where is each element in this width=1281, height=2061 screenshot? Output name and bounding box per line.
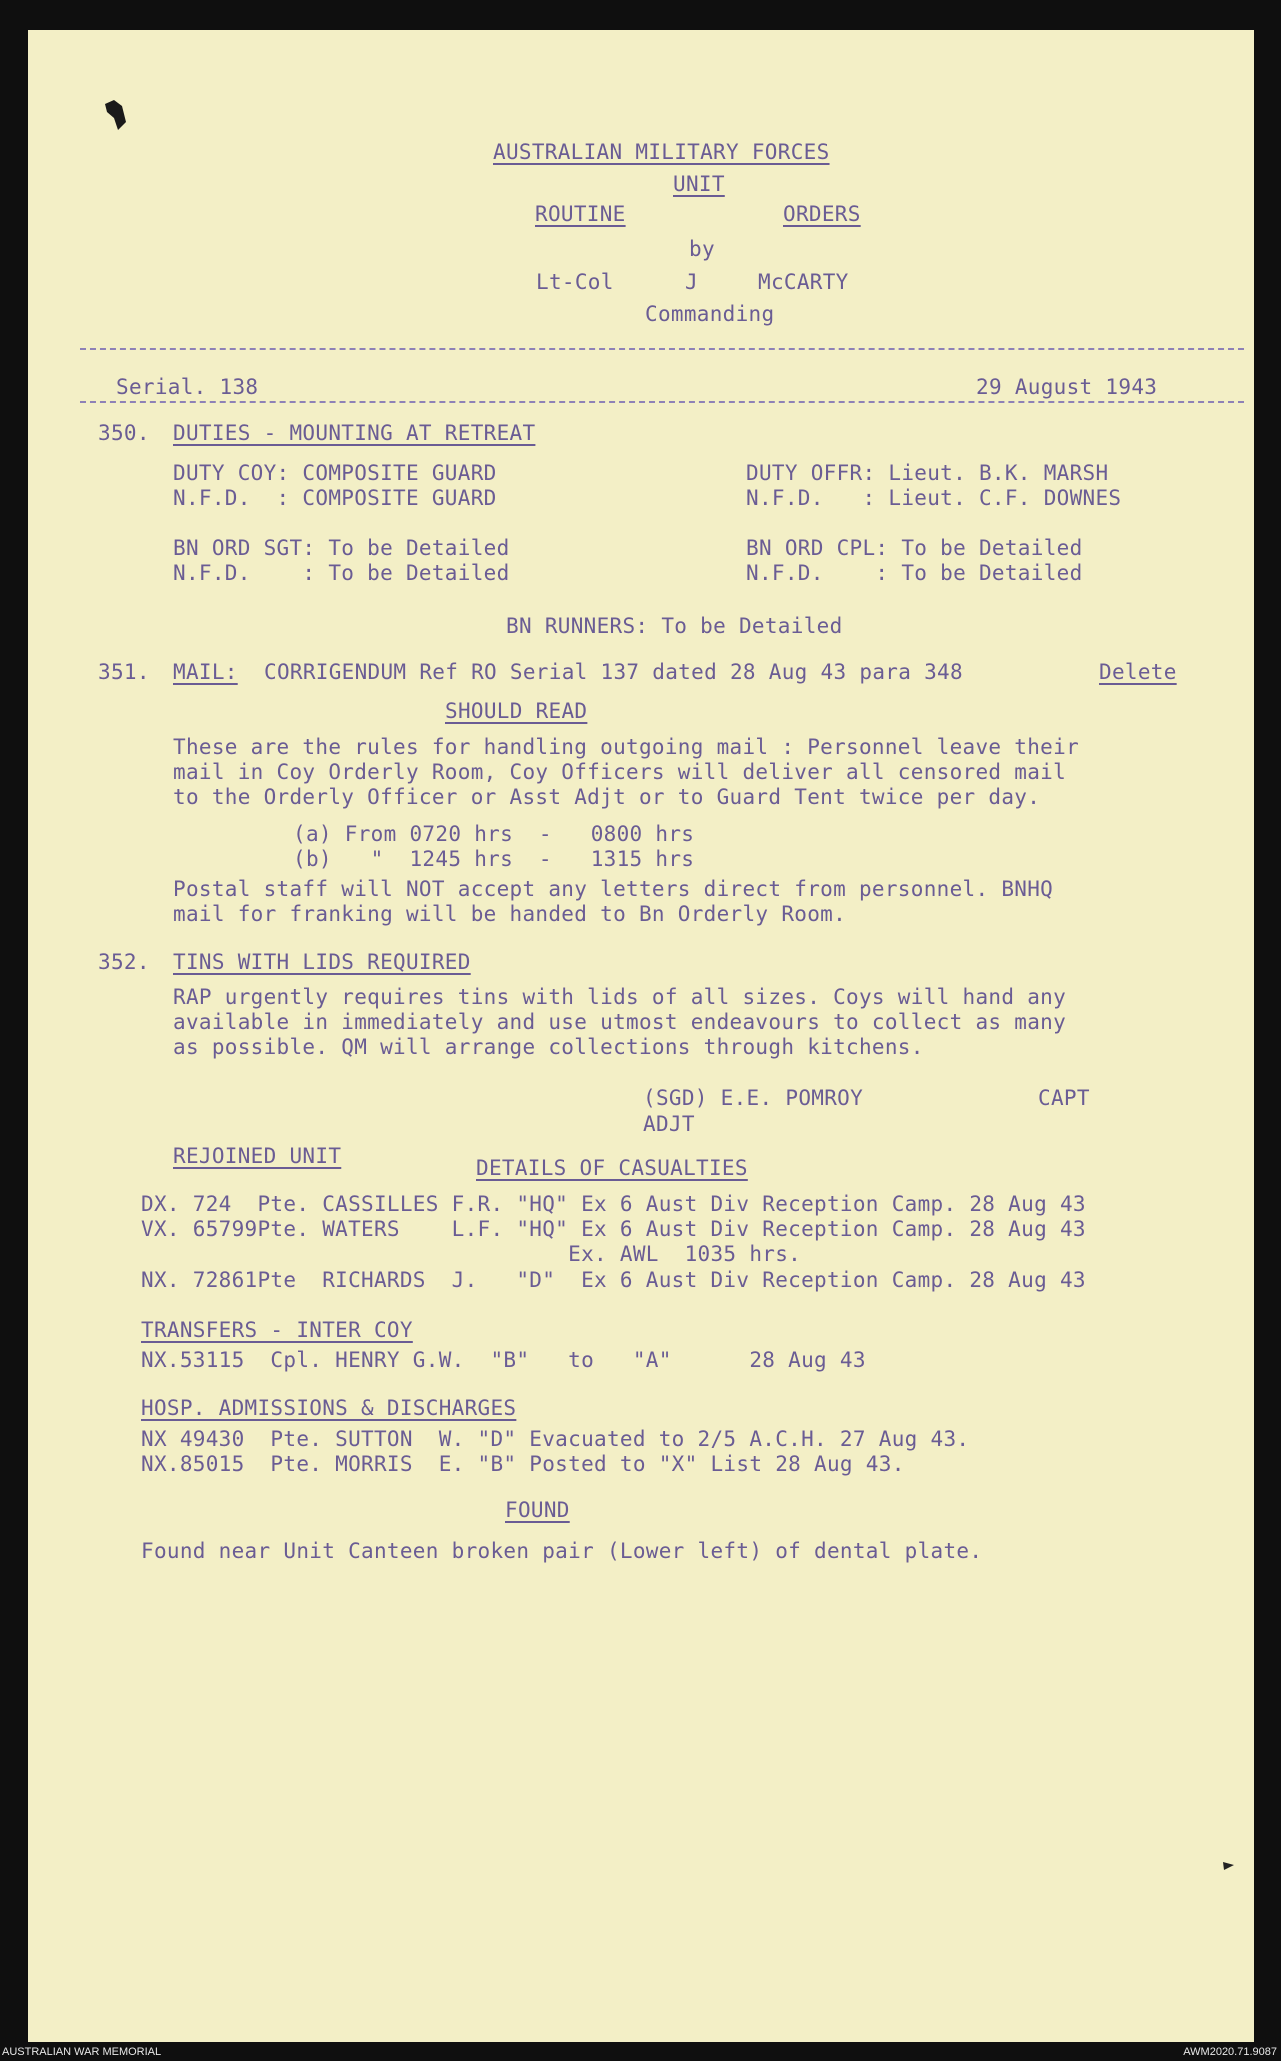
- section-351-ref: CORRIGENDUM Ref RO Serial 137 dated 28 Aug 43 para 348: [264, 660, 963, 684]
- serial-date: 29 August 1943: [976, 375, 1158, 399]
- mail-para2-1: Postal staff will NOT accept any letters direct from personnel. BNHQ: [173, 877, 1054, 901]
- bn-runners: BN RUNNERS: To be Detailed: [506, 614, 843, 638]
- duty-right-2: N.F.D. : Lieut. C.F. DOWNES: [746, 486, 1122, 510]
- duty-left-3: BN ORD SGT: To be Detailed: [173, 536, 510, 560]
- should-read: SHOULD READ: [445, 699, 588, 723]
- casualty-row-4: NX. 72861Pte RICHARDS J. "D" Ex 6 Aust Div Reception Camp. 28 Aug 43: [141, 1268, 1086, 1292]
- rejoined-unit-heading: REJOINED UNIT: [173, 1144, 342, 1168]
- duty-left-2: N.F.D. : COMPOSITE GUARD: [173, 486, 497, 510]
- duty-right-1: DUTY OFFR: Lieut. B.K. MARSH: [746, 461, 1109, 485]
- mail-time-b: (b) " 1245 hrs - 1315 hrs: [293, 847, 695, 871]
- found-heading: FOUND: [505, 1498, 570, 1522]
- tins-para-2: available in immediately and use utmost endeavours to collect as many: [173, 1010, 1067, 1034]
- hosp-row-1: NX 49430 Pte. SUTTON W. "D" Evacuated to 2/5 A.C.H. 27 Aug 43.: [141, 1427, 970, 1451]
- section-352-title: TINS WITH LIDS REQUIRED: [173, 950, 471, 974]
- serial-label: Serial. 138: [116, 375, 259, 399]
- casualty-row-3: Ex. AWL 1035 hrs.: [141, 1242, 802, 1266]
- mail-para-3: to the Orderly Officer or Asst Adjt or to Guard Tent twice per day.: [173, 785, 1041, 809]
- details-of-casualties-heading: DETAILS OF CASUALTIES: [476, 1156, 748, 1180]
- header-unit: UNIT: [673, 172, 725, 196]
- signature-sgd: (SGD) E.E. POMROY: [643, 1086, 864, 1110]
- hosp-heading: HOSP. ADMISSIONS & DISCHARGES: [141, 1396, 517, 1420]
- mail-para-2: mail in Coy Orderly Room, Coy Officers will deliver all censored mail: [173, 760, 1067, 784]
- footer-left: AUSTRALIAN WAR MEMORIAL: [2, 2046, 162, 2058]
- section-350-title: DUTIES - MOUNTING AT RETREAT: [173, 421, 536, 445]
- section-351-number: 351.: [98, 660, 150, 684]
- mail-para2-2: mail for franking will be handed to Bn Orderly Room.: [173, 902, 847, 926]
- header-name: McCARTY: [758, 270, 849, 294]
- found-text: Found near Unit Canteen broken pair (Lower left) of dental plate.: [141, 1539, 983, 1563]
- section-350-number: 350.: [98, 421, 150, 445]
- casualty-row-1: DX. 724 Pte. CASSILLES F.R. "HQ" Ex 6 Aust Div Reception Camp. 28 Aug 43: [141, 1192, 1086, 1216]
- signature-role: ADJT: [643, 1112, 695, 1136]
- header-rank: Lt-Col: [536, 270, 614, 294]
- section-352-number: 352.: [98, 950, 150, 974]
- section-351-title: MAIL:: [173, 660, 238, 684]
- transfer-row: NX.53115 Cpl. HENRY G.W. "B" to "A" 28 Aug 43: [141, 1348, 866, 1372]
- duty-right-4: N.F.D. : To be Detailed: [746, 561, 1083, 585]
- hosp-row-2: NX.85015 Pte. MORRIS E. "B" Posted to "X" List 28 Aug 43.: [141, 1452, 905, 1476]
- corner-mark: [1220, 1856, 1240, 1876]
- signature-rank: CAPT: [1038, 1086, 1090, 1110]
- mail-time-a: (a) From 0720 hrs - 0800 hrs: [293, 822, 695, 846]
- header-initial: J: [685, 270, 698, 294]
- tins-para-3: as possible. QM will arrange collections through kitchens.: [173, 1035, 924, 1059]
- mail-para-1: These are the rules for handling outgoing mail : Personnel leave their: [173, 735, 1080, 759]
- header-title: AUSTRALIAN MILITARY FORCES: [493, 140, 830, 164]
- header-orders: ORDERS: [783, 202, 861, 226]
- punch-hole-mark: [102, 96, 132, 136]
- header-routine: ROUTINE: [535, 202, 626, 226]
- section-351-delete: Delete: [1099, 660, 1177, 684]
- casualty-row-2: VX. 65799Pte. WATERS L.F. "HQ" Ex 6 Aust Div Reception Camp. 28 Aug 43: [141, 1217, 1086, 1241]
- header-by: by: [689, 237, 715, 261]
- transfers-heading: TRANSFERS - INTER COY: [141, 1318, 413, 1342]
- header-divider: [80, 348, 1244, 350]
- document-page: [28, 30, 1254, 2042]
- tins-para-1: RAP urgently requires tins with lids of all sizes. Coys will hand any: [173, 985, 1067, 1009]
- header-commanding: Commanding: [645, 302, 775, 326]
- duty-left-1: DUTY COY: COMPOSITE GUARD: [173, 461, 497, 485]
- footer-right: AWM2020.71.9087: [1183, 2046, 1277, 2058]
- duty-right-3: BN ORD CPL: To be Detailed: [746, 536, 1083, 560]
- serial-divider: [80, 401, 1244, 403]
- duty-left-4: N.F.D. : To be Detailed: [173, 561, 510, 585]
